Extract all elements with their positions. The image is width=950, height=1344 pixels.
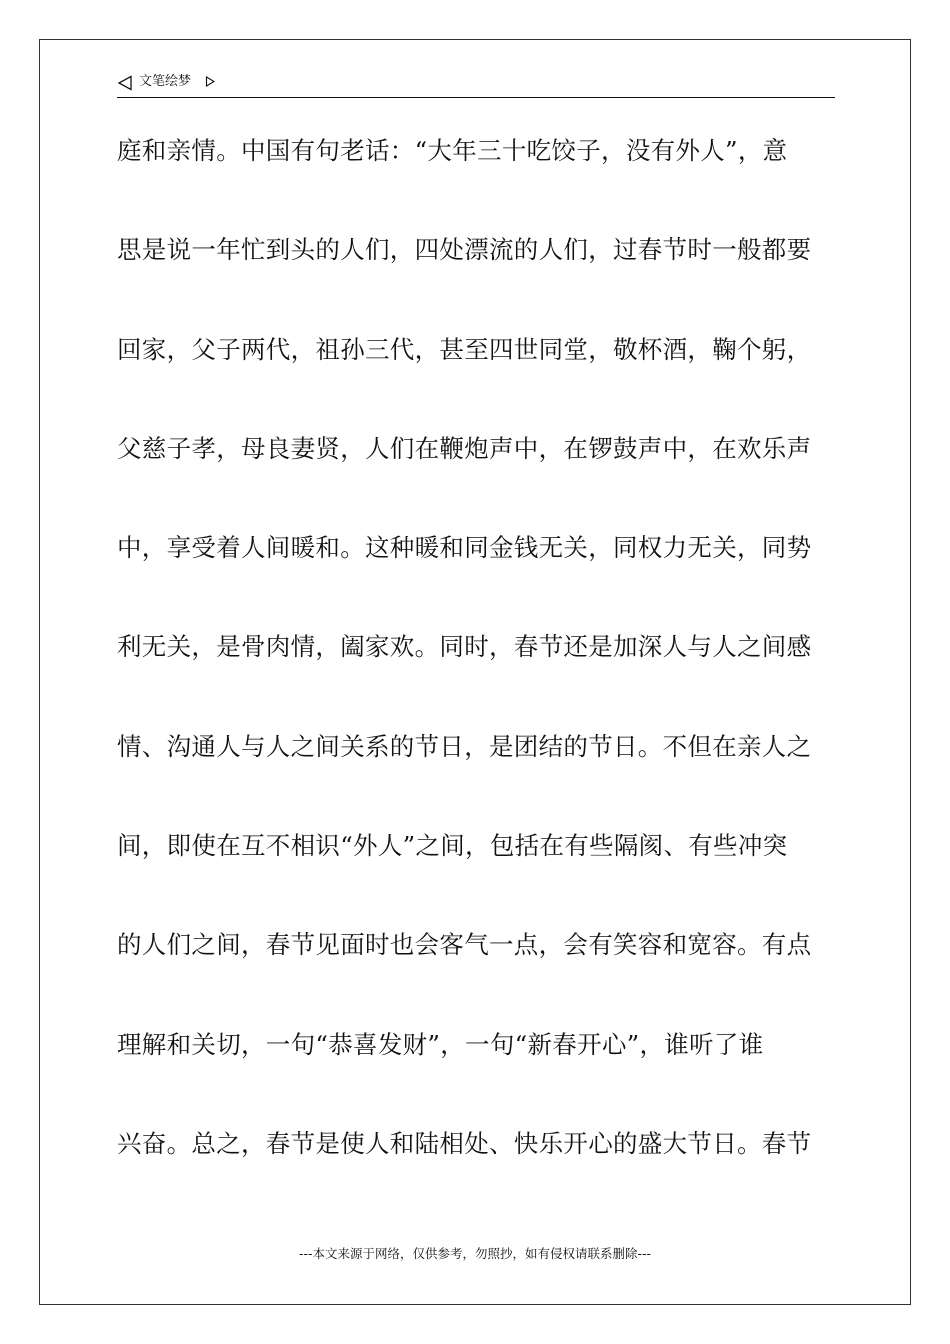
text-line: 间，即使在互不相识“外人”之间，包括在有些隔阂、有些冲突 (117, 831, 788, 861)
text-line: 中，享受着人间暖和。这种暖和同金钱无关，同权力无关，同势 (117, 533, 812, 563)
triangle-right-outline-icon (205, 76, 215, 87)
text-line: 情、沟通人与人之间关系的节日，是团结的节日。不但在亲人之 (117, 731, 812, 761)
header-title: 文笔绘梦 (139, 74, 192, 89)
text-line: 的人们之间，春节见面时也会客气一点，会有笑容和宽容。有点 (117, 930, 812, 960)
document-body (117, 122, 837, 1214)
text-line: 兴奋。总之，春节是使人和陆相处、快乐开心的盛大节日。春节 (117, 1128, 812, 1158)
text-line: 利无关，是骨肉情，阖家欢。同时，春节还是加深人与人之间感 (117, 632, 812, 662)
page-footer-disclaimer: ---本文来源于网络，仅供参考，勿照抄，如有侵权请联系删除--- (298, 1246, 652, 1261)
triangle-left-outline-icon (117, 75, 133, 91)
text-line: 庭和亲情。中国有句老话：“大年三十吃饺子，没有外人”，意 (117, 136, 788, 165)
text-line: 回家，父子两代，祖孙三代，甚至四世同堂，敬杯酒，鞠个躬， (117, 334, 812, 364)
text-line: 父慈子孝，母良妻贤，人们在鞭炮声中，在锣鼓声中，在欢乐声 (117, 433, 812, 463)
text-line: 理解和关切，一句“恭喜发财”，一句“新春开心”，谁听了谁 (117, 1029, 764, 1059)
page-header (117, 72, 835, 98)
text-line: 思是说一年忙到头的人们，四处漂流的人们，过春节时一般都要 (117, 235, 812, 265)
